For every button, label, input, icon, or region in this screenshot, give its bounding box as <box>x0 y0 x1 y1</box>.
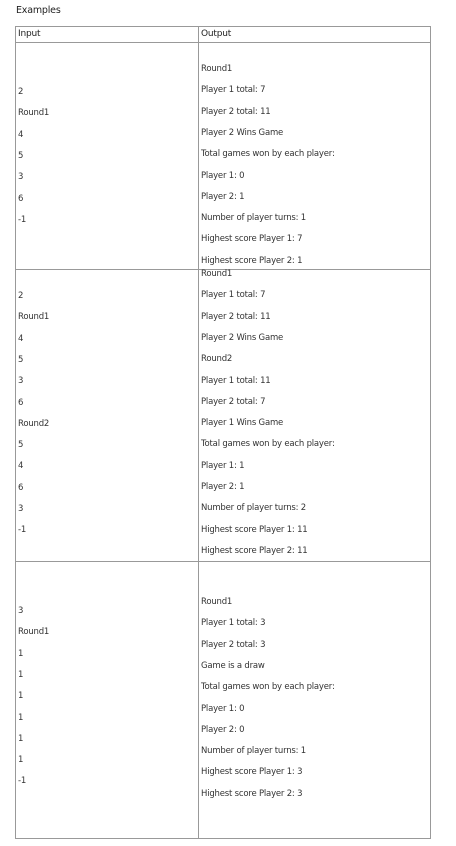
example-3-output-line: Number of player turns: 1 <box>201 746 307 757</box>
column-divider <box>198 27 199 838</box>
example-1-output-line: Player 1: 0 <box>201 170 245 181</box>
example-3-output-line: Round1 <box>201 597 233 607</box>
example-2-input-line: 3 <box>18 504 24 514</box>
example-3-input-line: -1 <box>18 776 27 787</box>
examples-title: Examples <box>16 5 61 16</box>
example-1-output-line: Player 2 total: 11 <box>201 106 271 117</box>
example-2-input-line: 3 <box>18 376 24 387</box>
row-divider-2 <box>16 561 430 562</box>
example-3-output-line: Player 2: 0 <box>201 724 245 735</box>
example-1-output-line: Highest score Player 1: 7 <box>201 234 303 245</box>
example-2-input-line: 5 <box>18 354 24 365</box>
example-2-output-line: Highest score Player 2: 11 <box>201 545 308 556</box>
example-2-output-line: Player 2: 1 <box>201 482 245 492</box>
header-input: Input <box>18 29 41 39</box>
examples-table <box>15 26 431 839</box>
header-output: Output <box>201 29 232 39</box>
example-2-input-line: 6 <box>18 397 24 408</box>
example-2-input-line: Round2 <box>18 418 50 429</box>
example-1-output-line: Highest score Player 2: 1 <box>201 255 303 266</box>
example-2-output-line: Round2 <box>201 354 233 365</box>
example-1-output-line: Round1 <box>201 64 233 74</box>
example-1-input-line: -1 <box>18 214 27 225</box>
example-2-output-line: Number of player turns: 2 <box>201 503 307 514</box>
example-2-output-line: Player 1 total: 11 <box>201 375 271 386</box>
example-2-output-line: Player 1 Wins Game <box>201 418 284 429</box>
example-3-output-line: Game is a draw <box>201 660 265 671</box>
example-1-output-line: Number of player turns: 1 <box>201 213 307 224</box>
example-1-input-line: 2 <box>18 87 24 97</box>
example-2-input-line: Round1 <box>18 312 50 323</box>
example-1-output-line: Total games won by each player: <box>201 149 335 160</box>
example-1-input-line: 6 <box>18 193 24 204</box>
example-3-input-line: 3 <box>18 606 24 616</box>
example-1-output-line: Player 1 total: 7 <box>201 85 266 96</box>
example-3-input-line: 1 <box>18 733 24 744</box>
example-1-input-line: 5 <box>18 150 24 161</box>
example-3-output-line: Highest score Player 2: 3 <box>201 788 303 799</box>
example-2-input-line: 4 <box>18 461 24 472</box>
example-3-input-line: 1 <box>18 755 24 766</box>
example-1-input-line: Round1 <box>18 108 50 119</box>
example-2-input-line: -1 <box>18 525 27 536</box>
example-2-output-line: Total games won by each player: <box>201 439 335 450</box>
example-1-input-line: 3 <box>18 172 24 183</box>
example-2-input-line: 6 <box>18 482 24 493</box>
example-3-output-line: Player 2 total: 3 <box>201 639 266 650</box>
example-3-input-line: Round1 <box>18 627 50 638</box>
example-2-output-line: Round1 <box>201 269 233 279</box>
example-3-output-line: Player 1: 0 <box>201 703 245 714</box>
example-1-output-line: Player 2: 1 <box>201 191 245 202</box>
example-2-output-line: Player 1: 1 <box>201 460 245 471</box>
header-divider <box>16 42 430 43</box>
example-2-input-line: 5 <box>18 440 24 451</box>
example-3-output-line: Total games won by each player: <box>201 682 335 693</box>
example-2-input-line: 2 <box>18 291 24 301</box>
example-3-output-line: Highest score Player 1: 3 <box>201 767 303 778</box>
example-1-output-line: Player 2 Wins Game <box>201 127 284 138</box>
example-3-output-line: Player 1 total: 3 <box>201 618 266 629</box>
example-2-output-line: Highest score Player 1: 11 <box>201 524 308 535</box>
example-2-input-line: 4 <box>18 333 24 344</box>
example-2-output-line: Player 2 total: 11 <box>201 311 271 322</box>
example-3-input-line: 1 <box>18 691 24 702</box>
example-1-input-line: 4 <box>18 129 24 140</box>
example-2-output-line: Player 2 total: 7 <box>201 396 266 407</box>
example-2-output-line: Player 2 Wins Game <box>201 332 284 343</box>
example-3-input-line: 1 <box>18 669 24 680</box>
example-2-output-line: Player 1 total: 7 <box>201 290 266 301</box>
example-3-input-line: 1 <box>18 712 24 723</box>
example-3-input-line: 1 <box>18 648 24 659</box>
